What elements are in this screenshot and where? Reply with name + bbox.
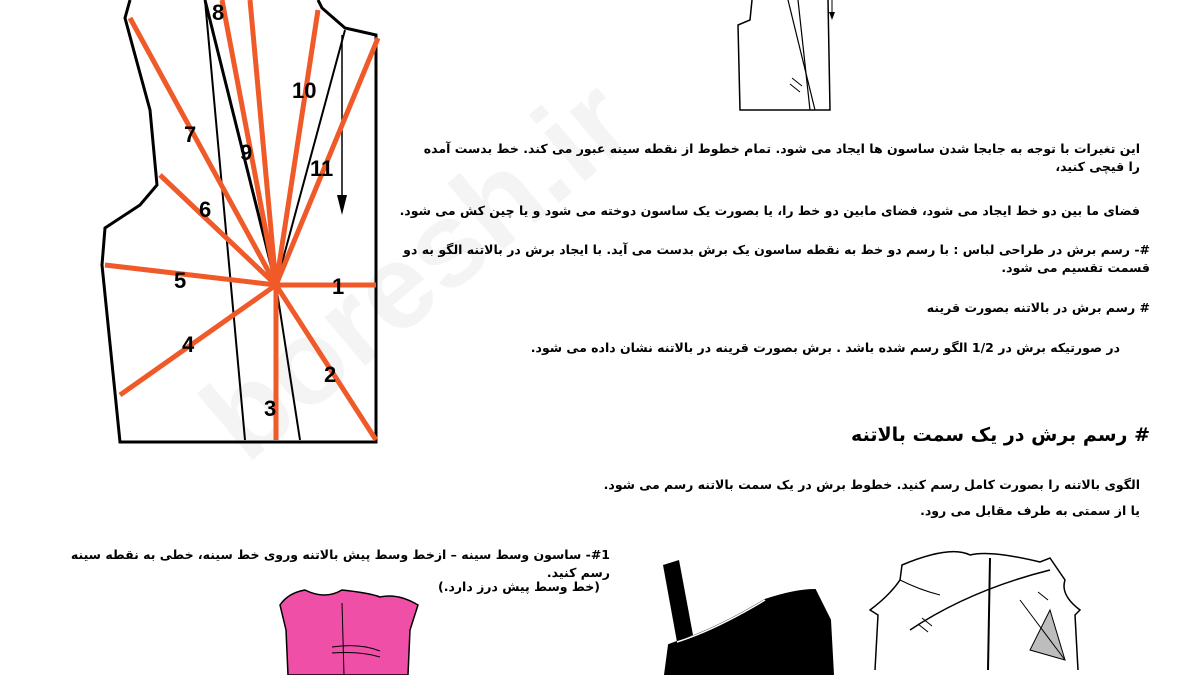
section-heading: # رسم برش در یک سمت بالاتنه [851, 424, 1150, 446]
diagram-number-1: 1 [332, 274, 345, 299]
bodice-cut-sketch [730, 0, 850, 115]
paragraph-9: (خط وسط پیش درز دارد.) [437, 579, 600, 594]
paragraph-2: فضای ما بین دو خط ایجاد می شود، فضای مابین دو خط را، یا بصورت یک ساسون دوخته می شود و یا چین کش می شود. [399, 203, 1140, 218]
diagram-number-9: 9 [240, 140, 253, 165]
paragraph-1: این تغیرات با توجه به جابجا شدن ساسون ها ایجاد می شود. تمام خطوط از نقطه سینه عبور می کند. خط بدست آمده را قیچی کنید، [423, 141, 1140, 174]
diagram-number-2: 2 [324, 362, 337, 387]
paragraph-6: الگوی بالاتنه را بصورت کامل رسم کنید. خطوط برش در یک سمت بالاتنه رسم می شود. [603, 477, 1140, 492]
bodice-dart-diagram [0, 0, 400, 450]
diagram-number-5: 5 [174, 268, 187, 293]
bodice-pattern-sketch [860, 540, 1110, 675]
paragraph-3: #- رسم برش در طراحی لباس : با رسم دو خط به نقطه ساسون یک برش بدست می آید. با ایجاد برش در بالاتنه الگو به دو قسمت تقسیم می شود. [403, 242, 1150, 275]
diagram-number-11: 11 [310, 156, 334, 181]
diagram-number-3: 3 [264, 396, 277, 421]
diagram-number-4: 4 [182, 332, 195, 357]
pink-bodice-illustration [270, 585, 430, 675]
diagram-number-8: 8 [212, 0, 225, 25]
diagram-number-10: 10 [292, 78, 317, 103]
paragraph-5: در صورتیکه برش در 1/2 الگو رسم شده باشد . برش بصورت قرینه در بالاتنه نشان داده می شود. [530, 340, 1120, 355]
diagram-number-6: 6 [199, 197, 212, 222]
paragraph-7: یا از سمتی به طرف مقابل می رود. [920, 503, 1140, 518]
paragraph-8: #1- ساسون وسط سینه – ازخط وسط پیش بالاتنه وروی خط سینه، خطی به نقطه سینه رسم کنید. [70, 547, 610, 580]
black-top-illustration [655, 560, 845, 675]
paragraph-4: # رسم برش در بالاتنه بصورت قرینه [926, 300, 1150, 315]
diagram-number-7: 7 [184, 122, 197, 147]
